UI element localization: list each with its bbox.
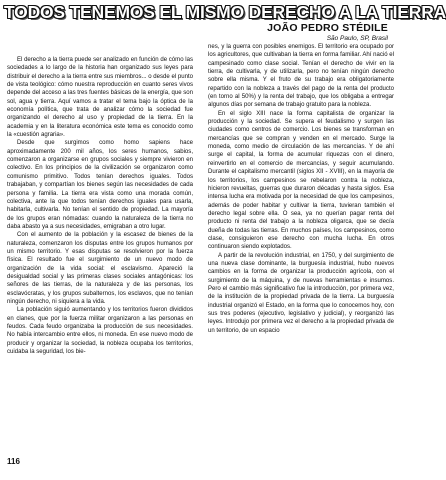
paragraph: nes, y la guerra con posibles enemigos. El territorio era ocupado por los agricultores, que cultivaban la tierra en forma familiar. Ahí nació el campesinado como clase social. Tenían el derecho de vivir en la tierra, de cultivarla, y de utilizarla, pero no tenían ningún derecho sobre ella misma. Y el fruto de su trabajo era obligatoriamente repartido con la nobleza a través del pago de la renta del producto (en torno al 50%) y la renta del trabajo, que los obligaba a entregar algunos días por semana de trabajo gratuito para la nobleza. <box>208 44 394 109</box>
paragraph: El derecho a la tierra puede ser analizado en función de cómo las sociedades a lo largo de la historia han organizado sus leyes para distribuir el derecho a la tierra entre sus miembros... o desde el punto de vista teológico: cómo nuestra reproducción en cuanto seres vivos depende del acceso a las tres fuentes básicas de la energía, que son sol, agua y tierra. Aquí vamos a tratar el tema bajo la óptica de la economía política, que trata de analizar cómo la sociedad fue organizando el derecho al uso y propiedad de la tierra. En la academia y en la literatura económica este tema es conocido como la «cuestión agraria». <box>7 57 193 139</box>
text-column-left <box>7 56 193 456</box>
paragraph: Con el aumento de la población y la escasez de bienes de la naturaleza, comenzaron los disputas entre los grupos humanos por un mismo territorio. Y esas disputas se resolvieron por la fuerza física. El resultado fue el surgimiento de un nuevo modo de organización de la vida social: el esclavismo. Apareció la desigualdad social y las primeras clases sociales antagónicas: los señores de las tierras, de la naturaleza y de las personas, los esclavócratas, y los grupos subalternos, los esclavos, que no tenían ningún derecho, ni siquiera a la vida. <box>7 232 193 305</box>
paragraph: La población siguió aumentando y los territorios fueron divididos en clanes, que por la fuerza militar organizaron a las personas en feudos. Cada feudo organizaba la producción de sus necesidades. No había intercambio entre ellos, ni moneda. En ese nuevo modo de producir y organizar la sociedad, la nobleza ocupaba los territorios, cuidaba la seguridad, los bie- <box>7 307 193 356</box>
paragraph: En el siglo XIII nace la forma capitalista de organizar la producción y la sociedad. Se supera el feudalismo y surgen las ciudades como centros de comercio. Los bienes se transforman en mercancías que se compran y venden en el mercado. Surge la moneda, como medio de circulación de las mercancías. Y de ahí surge el capital, la forma de acumular riquezas con el dinero, reinvertirlo en el comercio de mercancías, y seguir acumulando. Durante el capitalismo mercantil (siglos XII - XVIII), en la mayoría de los territorios, los campesinos se rebelaron contra la nobleza, hicieron revueltas, guerras que duraron décadas y hasta siglos. Esa intensa lucha era motivada por la necesidad de que los campesinos, además de poder habitar y cultivar la tierra, tuvieran también el derecho legal sobre ella. O sea, ya no querían pagar renta del producto ni renta del trabajo a la nobleza oligarca, que se decía dueña de todas las tierras. En muchos países, los campesinos, como clase, consiguieron ese derecho con mucha lucha. En otros continuaron siendo explotados. <box>208 110 394 251</box>
paragraph: Desde que surgimos como homo sapiens hace aproximadamente 200 mil años, los seres humanos, sabios, comenzaron a organizarse en grupos sociales y siempre vivieron en colectivo. En los principios de la civilización se organizaron como comunismo primitivo. Todos tenían derechos iguales. Todos trabajaban, y compartían los bienes según las necesidades de cada persona y familia. La tierra era vista como una morada común, colectiva, ante la que todos tenían derechos iguales para usarla, habitarla, cultivarla. No tenían el sentido de propiedad. La mayoría de los grupos eran nómadas: cuando la naturaleza de la tierra no daba abasto ya a sus necesidades, emigraban a otro lugar. <box>7 140 193 230</box>
author-location: São Paulo, SP, Brasil <box>326 35 388 42</box>
author-name: JOÃO PEDRO STÉDILE <box>267 22 388 34</box>
text-column-right <box>208 43 394 448</box>
paragraph: A partir de la revolución industrial, en 1750, y del surgimiento de una nueva clase dominante, la burguesía industrial, hubo nuevos cambios en la forma de organizar la producción agrícola, con el surgimiento de la máquina, y de nuevas herramientas e insumos. Pero el cambio más significativo fue la introducción, por primera vez, de la institución de la propiedad privada de la tierra. La burguesía industrial organizó el Estado, en la forma que lo conocemos hoy, con sus tres poderes (ejecutivo, legislativo y judicial), y reorganizó las leyes. Introdujo por primera vez el derecho a la propiedad privada de un territorio, de un espacio <box>208 252 394 334</box>
page-number: 116 <box>7 457 20 466</box>
article-title: TODOS TENEMOS EL MISMO DERECHO A LA TIERRA <box>4 2 446 22</box>
